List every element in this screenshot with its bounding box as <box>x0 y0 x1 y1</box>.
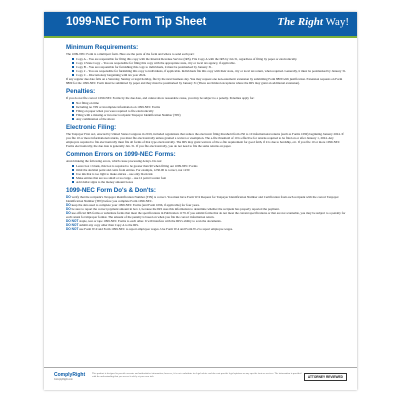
list-item: Add dollar signs to the money amount boxes <box>72 180 347 184</box>
do-tag: DO <box>66 203 71 207</box>
min-req-heading: Minimum Requirements: <box>66 44 139 51</box>
list-item: Including no TIN or incomplete information on 1099-NEC Forms <box>72 105 347 109</box>
do-text: use official IRS forms or substitute forms that meet the specifications in Publication 1179. If you submit forms that do not meet the current specifications or that are not scannable, you may be subject to a penalty for each return for improper format. The amount of the penalty is based on when you file the correct information return. <box>66 211 346 219</box>
list-item: Copy 2 – You are responsible for furnishing this copy to individuals, if applicable. Individuals file this copy with their state, city or local tax return, when required. Generally, it must be postmarked by January 31. <box>72 69 347 73</box>
do-item <box>66 211 347 219</box>
brand-rest: Way! <box>322 16 349 28</box>
do-tag: DO NOT <box>66 227 79 231</box>
list-item: Any combination of the above <box>72 117 347 121</box>
brand-script: The Right <box>277 16 323 28</box>
do-item <box>66 227 347 231</box>
do-text: staple, tear or tape 1099-NEC Forms to each other. It will interfere with the IRS's ability to scan the documents. <box>79 219 222 223</box>
do-tag: DO <box>66 195 71 199</box>
do-tag: DO <box>66 211 71 215</box>
list-item: Filing on paper when you were required to file electronically <box>72 109 347 113</box>
list-item: Not filing on time <box>72 101 347 105</box>
do-tag: DO NOT <box>66 223 79 227</box>
brand-tagline <box>277 16 349 28</box>
list-item: Copy 1/State Copy – You are responsible for filing this copy with the appropriate state, city or local tax agency, if applicable. <box>72 61 347 65</box>
min-req-list <box>66 57 347 77</box>
logo-subtext: ComplyRight.com <box>54 378 73 381</box>
list-item: Copy B – You are responsible for furnishing this copy to individuals, it must be postmarked by January 31. <box>72 65 347 69</box>
content <box>44 38 357 231</box>
list-item: Use ink that is too light to make entries – use only black ink <box>72 172 347 176</box>
efiling-heading: Electronic Filing: <box>66 124 117 131</box>
dos-list <box>66 195 347 231</box>
complyright-logo <box>54 372 85 381</box>
list-item: Omit the decimal point and cents from entries. For example, 1230.00 is correct, not 1230 <box>72 168 347 172</box>
list-item: Leave box 1 blank, this box is required to be greater than $0 when filling out 1099-NEC Forms <box>72 164 347 168</box>
errors-heading: Common Errors on 1099-NEC Forms: <box>66 151 176 158</box>
penalties-intro: If you do not file correct 1099-NEC Forms by the due date, and cannot show reasonable cause, you may be subject to a penalty. Penalties apply for: <box>66 96 255 100</box>
dos-heading: 1099-NEC Form Do's & Don'ts: <box>66 187 156 194</box>
errors-list <box>66 164 347 184</box>
do-text: keep the data used to complete your 1099-NEC Forms (and Form 1096, if applicable) for four years. <box>71 203 200 207</box>
attorney-reviewed-badge: ATTORNEY REVIEWED <box>304 373 347 381</box>
penalties-list <box>66 101 347 121</box>
page-title: 1099-NEC Form Tip Sheet <box>66 16 207 28</box>
do-text: submit any copy other than Copy A to the IRS. <box>79 223 139 227</box>
errors-intro: Avoid making the following errors, which cause processing delays. Do not: <box>66 159 163 163</box>
do-text: verify that the recipient's Taxpayer Identification Number (TIN) is correct. You must have Form W-9 Request for Taxpayer Identification Number and Certification from each recipient with the correct Taxpayer Identification Number (TIN) before you complete Form 1099-NEC. <box>66 195 339 203</box>
do-text: use Form W-9 and Form 1099-NEC to report employee wages. Use Form W-4 and Form W-2 to report employee wages. <box>79 227 233 231</box>
list-item: Make entries that are too small or too large – use 12 point Courier font <box>72 176 347 180</box>
tip-sheet-page <box>44 12 357 390</box>
penalties-heading: Penalties: <box>66 88 96 95</box>
do-text: be sure to report the correct payment amount in box 1, because the IRS uses this information to determine whether the recipient has properly reported the payment. <box>71 207 280 211</box>
list-item: Copy C – Discretionary bargaining with tax year 2024. <box>72 73 347 77</box>
do-tag: DO NOT <box>66 219 79 223</box>
do-tag: DO <box>66 207 71 211</box>
do-item <box>66 195 347 203</box>
disclaimer: This product is designed to provide accurate and authoritative information; however, it is not a substitute for legal advice and does not provide legal opinions on any specific facts or services. The information is provided with the understanding that you access it solely at your own risk. <box>92 372 302 378</box>
list-item: Copy A – You are responsible for filing this copy with the Internal Revenue Service (IRS). File Copy A with the IRS by Jan 31, regardless of filing by paper or electronically. <box>72 57 347 61</box>
header-banner <box>44 12 357 38</box>
list-item: Filing with a missing or incorrect recipient Taxpayer Identification Number (TIN) <box>72 113 347 117</box>
min-req-note: If any regular due date falls on a Saturday, Sunday or legal holiday, file by the next business day. You may request one non-automatic extension by submitting Form 8809 with justification. Extension requests on Form 8809 for the 1099-NEC Form must be submitted by paper and they must be postmarked by January 31 (There are limited exceptions where the IRS may grant an additional extension). <box>66 77 343 85</box>
logo-text: ComplyRight <box>54 372 86 378</box>
min-req-intro: The 1099-NEC Form is a multipart form. Here are the parts of the form and where to send each part: <box>66 52 195 56</box>
efiling-text: The Taxpayer First Act, enacted by United States Congress in 2019, included regulations that reduce the electronic filing threshold from 250 to 10 informational returns (such as Forms 1099) beginning January 2024. If you file 10 or more informational returns, you must file electronically unless granted a waiver or exemption. The e-file threshold of 10 is effective for returns required to be filed on or after January 1, 2024. Any employers required to file electronically must file all forms of that type electronically. The IRS may grant waivers of the e-file requirement for good faith, if it is due to hardship, etc. If you file 10 or more 1099-NEC Forms electronically, the due date is generally Jan. 31. If you file electronically, you do not need to file the same returns on paper. <box>66 132 344 148</box>
footer <box>44 367 357 390</box>
